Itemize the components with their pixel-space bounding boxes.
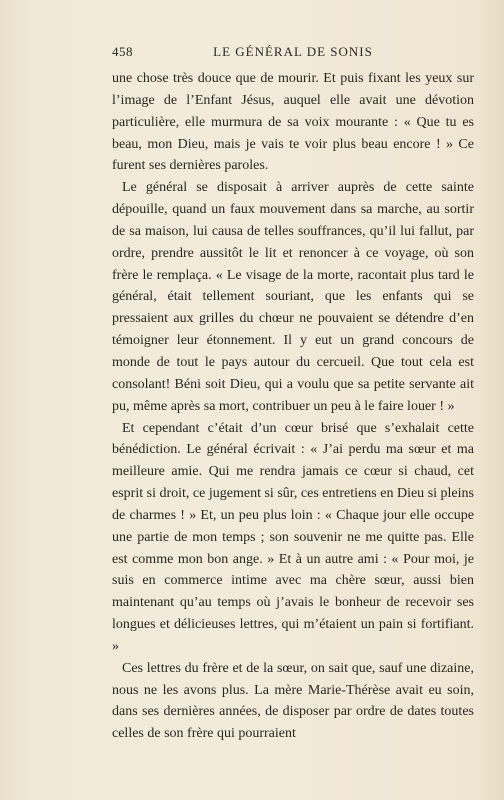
body-text — [112, 68, 474, 745]
page-header — [112, 44, 474, 62]
page-number: 458 — [112, 44, 133, 59]
paragraph: Et cependant c’était d’un cœur brisé que s’exhalait cette bénédiction. Le général écrivait : « J’ai perdu ma sœur et ma meilleure amie. Qui me rendra jamais ce cœur si chaud, cet esprit si droit, ce jugement si sûr, ces entretiens en Dieu si pleins de charmes ! » Et, un peu plus loin : « Chaque jour elle occupe une partie de mon temps ; son souvenir ne me quitte pas. Elle est comme mon bon ange. » Et à un autre ami : « Pour moi, je suis en commerce intime avec ma chère sœur, aussi bien maintenant qu’au temps où j’avais le bonheur de recevoir ses longues et délicieuses lettres, qui m’étaient un pain si fortifiant. » — [112, 420, 474, 654]
paragraph: Le général se disposait à arriver auprès de cette sainte dépouille, quand un faux mouvement dans sa marche, au sortir de sa maison, lui causa de telles souffrances, qu’il lui fallut, par ordre, prendre aussitôt le lit et renoncer à ce voyage, où son frère le remplaça. « Le visage de la morte, racontait plus tard le général, était tellement souriant, que les enfants qui se pressaient aux grilles du chœur ne pouvaient se détendre d’en témoigner leur étonnement. Il y eut un grand concours de monde de tout le pays autour du cercueil. Que tout cela est consolant! Béni soit Dieu, qui a voulu que sa petite servante ait pu, même après sa mort, contribuer un peu à le faire louer ! » — [112, 180, 474, 414]
running-head: LE GÉNÉRAL DE SONIS — [213, 44, 373, 59]
paragraph: Ces lettres du frère et de la sœur, on sait que, sauf une dizaine, nous ne les avons plus. La mère Marie-Thérèse avait eu soin, dans ses dernières années, de disposer par ordre de dates toutes celles de son frère qui pourraient — [112, 660, 474, 742]
paragraph-continuation: une chose très douce que de mourir. Et puis fixant les yeux sur l’image de l’Enfant Jésus, auquel elle avait une dévotion particulière, elle murmura de sa voix mourante : « Que tu es beau, mon Dieu, mais je vais te voir plus beau encore ! » Ce furent ses dernières paroles. — [112, 71, 474, 174]
